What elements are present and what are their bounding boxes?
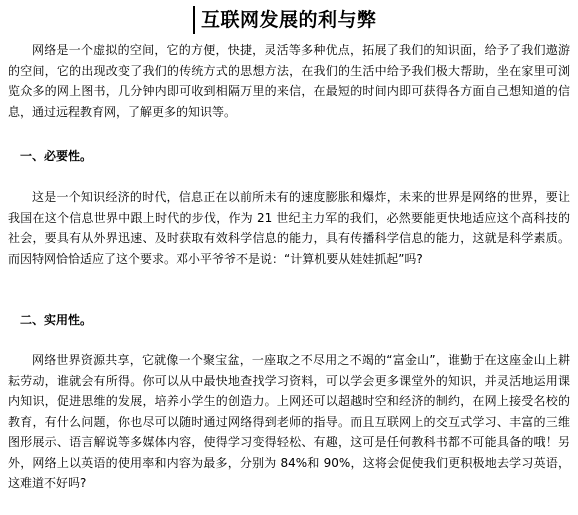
section-heading-practicality: 二、实用性。 (20, 313, 93, 327)
intro-paragraph: 网络是一个虚拟的空间，它的方便，快捷，灵活等多种优点，拓展了我们的知识面，给予了我们遨游的空间，它的出现改变了我们的传统方式的思想方法，在我们的生活中给予我们极大帮助，坐在家里可浏览众多的网上图书，几分钟内即可收到相隔万里的来信，在最短的时间内即可获得各方面自己想知道的信息，通过远程教育网，了解更多的知识等。 (8, 43, 570, 119)
title-block (193, 6, 377, 34)
section-heading-necessity: 一、必要性。 (20, 149, 93, 163)
page-title: 互联网发展的利与弊 (201, 9, 377, 31)
section-paragraph-practicality: 网络世界资源共享，它就像一个聚宝盆，一座取之不尽用之不竭的“富金山”，谁勤于在这座金山上耕耘劳动，谁就会有所得。你可以从中最快地查找学习资料，可以学会更多课堂外的知识，并灵活地运用课内知识，促进思维的发展，培养小学生的创造力。上网还可以超越时空和经济的制约，在网上接受名校的教育，有什么问题，你也尽可以随时通过网络得到老师的指导。而且互联网上的交互式学习、丰富的三维图形展示、语言解说等多媒体内容，使得学习变得轻松、有趣，这可是任何教科书都不可能具备的哦！另外，网络上以英语的使用率和内容为最多，分别为 84%和 90%，这将会促使我们更积极地去学习英语，这难道不好吗? (8, 353, 570, 490)
section-paragraph-necessity: 这是一个知识经济的时代，信息正在以前所未有的速度膨胀和爆炸，未来的世界是网络的世界，要让我国在这个信息世界中跟上时代的步伐，作为 21 世纪主力军的我们，必然要能更快地适应这个高科技的社会，要具有从外界迅速、及时获取有效科学信息的能力，具有传播科学信息的能力，这就是科学素质。而因特网恰恰适应了这个要求。邓小平爷爷不是说：“计算机要从娃娃抓起”吗? (8, 190, 570, 266)
